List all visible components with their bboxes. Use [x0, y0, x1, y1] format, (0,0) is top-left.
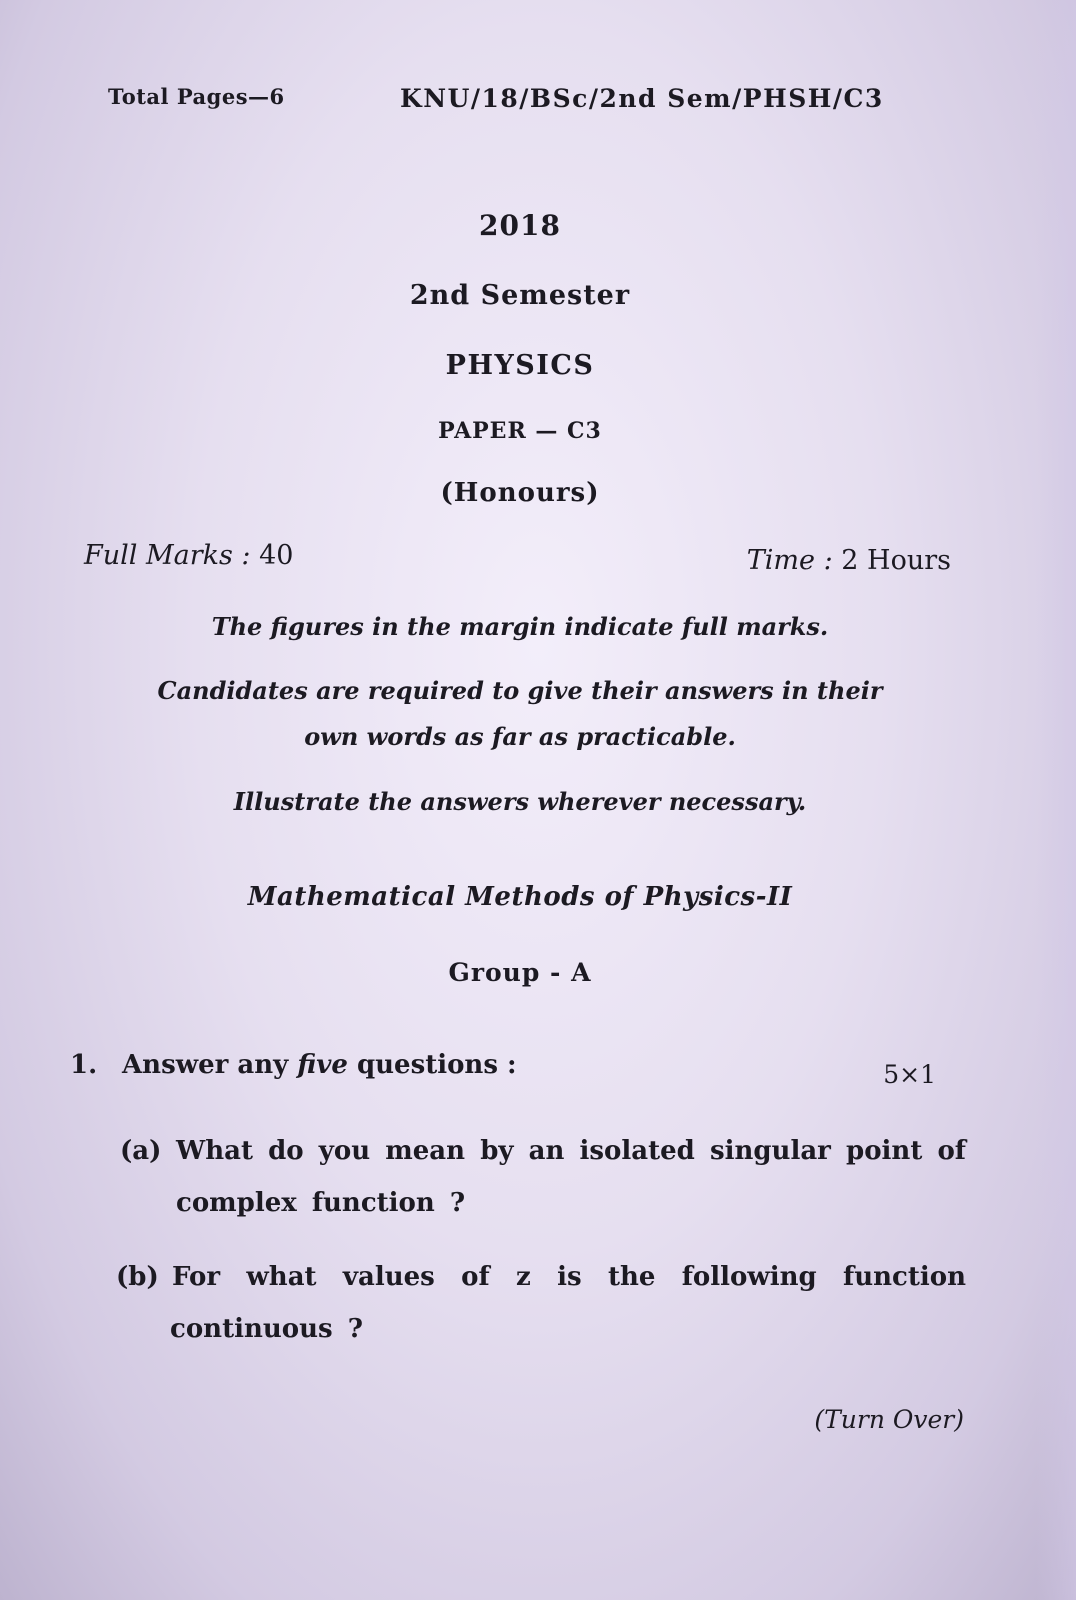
question-text-after: questions :	[356, 1050, 517, 1080]
question-number: 1.	[70, 1050, 98, 1080]
time-label: Time :	[746, 545, 833, 576]
subquestion-text: What do you mean by an isolated singular point of	[176, 1136, 966, 1166]
paper-code-header: KNU/18/BSc/2nd Sem/PHSH/C3	[400, 84, 884, 113]
time-allowed	[747, 545, 951, 576]
instruction-line: Illustrate the answers wherever necessary.	[233, 787, 807, 816]
semester-title: 2nd Semester	[409, 280, 631, 311]
full-marks	[84, 540, 293, 571]
paper-number: PAPER — C3	[438, 418, 602, 444]
subquestion-text: continuous ?	[170, 1314, 363, 1344]
time-value: 2 Hours	[841, 545, 951, 576]
subquestion-text: For what values of z is the following function	[172, 1262, 966, 1292]
full-marks-label: Full Marks :	[84, 540, 251, 571]
subject-title: PHYSICS	[445, 350, 595, 381]
section-title: Mathematical Methods of Physics-II	[247, 882, 793, 912]
full-marks-value: 40	[259, 540, 294, 571]
question-marks: 5×1	[883, 1060, 936, 1089]
question-text-emphasis: five	[297, 1050, 348, 1080]
question-instruction	[122, 1050, 517, 1080]
instruction-line: own words as far as practicable.	[304, 722, 736, 751]
question-text-before: Answer any	[122, 1050, 289, 1080]
total-pages: Total Pages—6	[108, 84, 285, 109]
subquestion-text: complex function ?	[176, 1188, 466, 1218]
turn-over-note: (Turn Over)	[814, 1405, 964, 1434]
subquestion-label: (a)	[120, 1136, 162, 1166]
instruction-line: The figures in the margin indicate full marks.	[211, 612, 829, 641]
subquestion-label: (b)	[116, 1262, 159, 1292]
exam-year: 2018	[479, 209, 561, 242]
honours-label: (Honours)	[440, 478, 600, 508]
instruction-line: Candidates are required to give their answers in their	[157, 676, 883, 705]
group-title: Group - A	[448, 958, 592, 987]
